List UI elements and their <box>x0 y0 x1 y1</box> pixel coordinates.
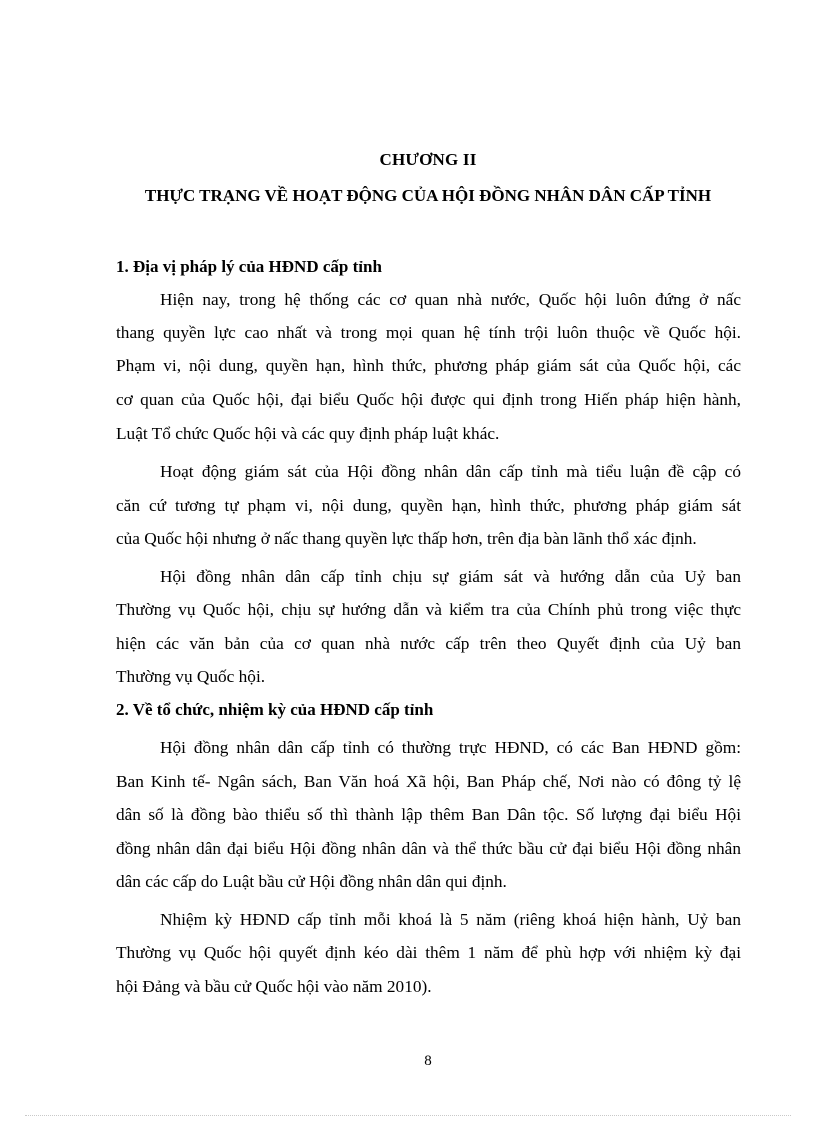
paragraph-line: dân các cấp do Luật bầu cử Hội đồng nhân dân qui định. <box>116 872 507 891</box>
paragraph-line: Hội đồng nhân dân cấp tỉnh chịu sự giám sát và hướng dẫn của Uỷ ban <box>160 567 741 586</box>
paragraph-line: Thường vụ Quốc hội, chịu sự hướng dẫn và kiểm tra của Chính phủ trong việc thực <box>116 600 741 619</box>
paragraph-line: đồng nhân dân đại biểu Hội đồng nhân dân và thể thức bầu cử đại biểu Hội đồng nhân <box>116 839 741 858</box>
paragraph-line: Ban Kinh tế- Ngân sách, Ban Văn hoá Xã hội, Ban Pháp chế, Nơi nào có đông tỷ lệ <box>116 772 741 791</box>
paragraph-line: Hội đồng nhân dân cấp tỉnh có thường trực HĐND, có các Ban HĐND gồm: <box>160 738 741 757</box>
paragraph-line: Luật Tổ chức Quốc hội và các quy định pháp luật khác. <box>116 424 500 443</box>
section-heading: 1. Địa vị pháp lý của HĐND cấp tỉnh <box>116 257 382 276</box>
paragraph-line: cơ quan của Quốc hội, đại biểu Quốc hội được qui định trong Hiến pháp hiện hành, <box>116 390 741 409</box>
section-heading: 2. Về tổ chức, nhiệm kỳ của HĐND cấp tỉnh <box>116 700 434 719</box>
paragraph-line: của Quốc hội nhưng ở nấc thang quyền lực thấp hơn, trên địa bàn lãnh thổ xác định. <box>116 529 697 548</box>
paragraph-line: Hoạt động giám sát của Hội đồng nhân dân cấp tỉnh mà tiểu luận đề cập có <box>160 462 741 481</box>
chapter-label: CHƯƠNG II <box>379 150 477 169</box>
paragraph-line: Phạm vi, nội dung, quyền hạn, hình thức, phương pháp giám sát của Quốc hội, các <box>116 356 741 375</box>
chapter-title: THỰC TRẠNG VỀ HOẠT ĐỘNG CỦA HỘI ĐỒNG NHÂN DÂN CẤP TỈNH <box>144 186 712 205</box>
paragraph-line: hiện các văn bản của cơ quan nhà nước cấp trên theo Quyết định của Uỷ ban <box>116 634 741 653</box>
paragraph-line: Nhiệm kỳ HĐND cấp tỉnh mỗi khoá là 5 năm (riêng khoá hiện hành, Uỷ ban <box>160 910 741 929</box>
paragraph-line: hội Đảng và bầu cử Quốc hội vào năm 2010). <box>116 977 432 996</box>
page-bottom-rule <box>25 1115 791 1116</box>
paragraph-line: Hiện nay, trong hệ thống các cơ quan nhà nước, Quốc hội luôn đứng ở nấc <box>160 290 741 309</box>
paragraph-line: dân số là đồng bào thiểu số thì thành lập thêm Ban Dân tộc. Số lượng đại biểu Hội <box>116 805 741 824</box>
paragraph-line: Thường vụ Quốc hội. <box>116 667 266 686</box>
paragraph-line: Thường vụ Quốc hội quyết định kéo dài thêm 1 năm để phù hợp với nhiệm kỳ đại <box>116 943 741 962</box>
paragraph-line: căn cứ tương tự phạm vi, nội dung, quyền hạn, hình thức, phương pháp giám sát <box>116 496 741 515</box>
page-number: 8 <box>424 1053 432 1069</box>
paragraph-line: thang quyền lực cao nhất và trong mọi quan hệ tính trội luôn thuộc về Quốc hội. <box>116 323 741 342</box>
